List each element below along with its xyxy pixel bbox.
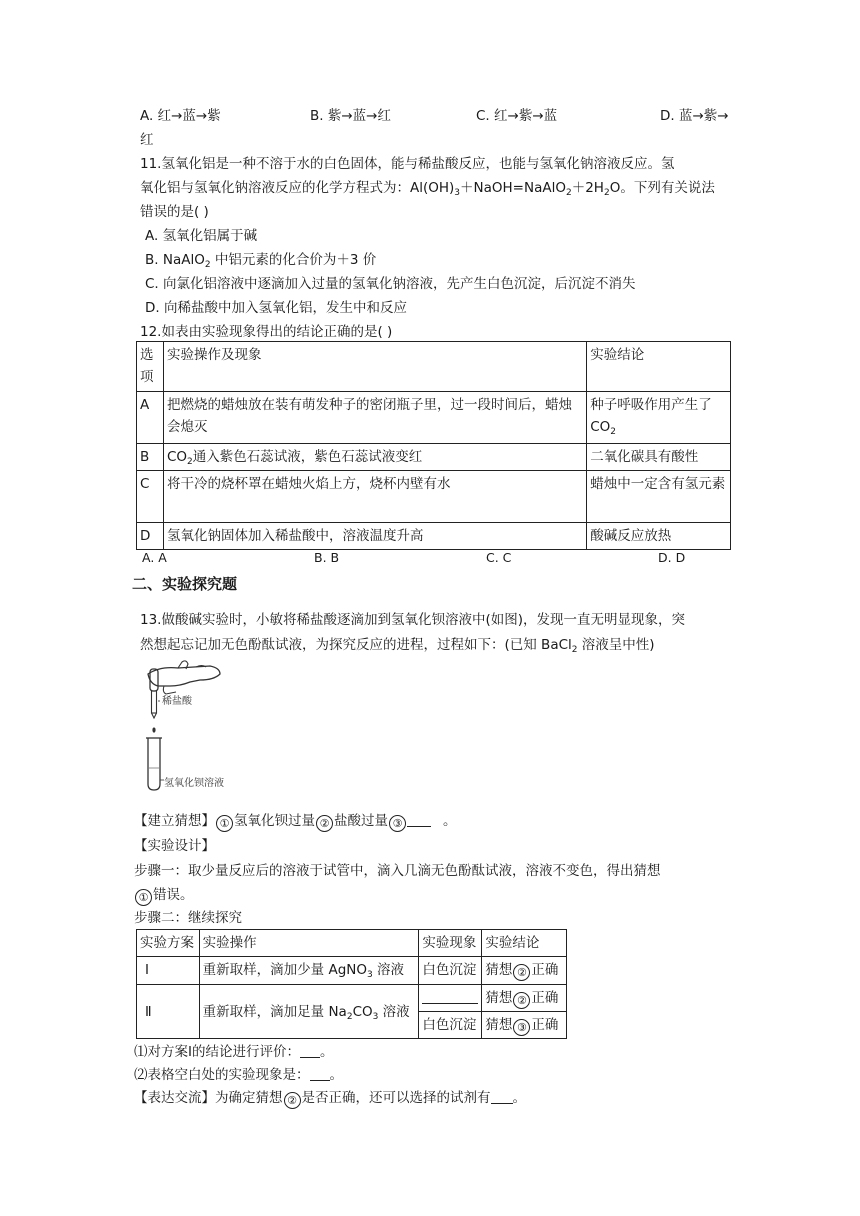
conclusion-pre: 猜想: [485, 962, 513, 978]
q12-row-d-option: D: [137, 523, 164, 550]
circled-number: [135, 889, 152, 906]
q13-line2-pre: 然想起忘记加无色酚酞试液，为探究反应的进程，过程如下：(已知 BaCl: [140, 637, 572, 653]
q11-option-b: [145, 248, 376, 268]
q12-stem: 12.如表由实验现象得出的结论正确的是( ): [140, 324, 393, 340]
step2: 步骤二：继续探究: [134, 910, 242, 926]
table-row: [137, 444, 731, 471]
q12-row-b-conclusion: 二氧化碳具有酸性: [587, 444, 731, 471]
q11-line3: 错误的是( ): [140, 204, 209, 220]
operation-2: [199, 985, 419, 1039]
q12-row-c-conclusion: 蜡烛中一定含有氢元素: [587, 471, 731, 523]
circled-number: [513, 992, 530, 1009]
q12-row-b-operation: [163, 444, 586, 471]
sub-question-1-end: 。: [319, 1044, 334, 1060]
hypothesis-end: 。: [443, 813, 457, 829]
circled-number-text: ②: [287, 1094, 297, 1107]
q11-line2-pre: 氧化铝与氢氧化钠溶液反应的化学方程式为：Al(OH): [140, 180, 455, 196]
q11-line2-mid: ＋NaOH=NaAlO: [460, 180, 566, 196]
q10-option-d-wrap: 红: [140, 132, 154, 148]
q11-option-a: A. 氢氧化铝属于碱: [145, 228, 258, 244]
q12-table-header: [137, 342, 731, 392]
q12-option-c: C. C: [486, 550, 512, 565]
step1-line1: 步骤一：取少量反应后的溶液于试管中，滴入几滴无色酚酞试液，溶液不变色，得出猜想: [134, 863, 661, 879]
q12-row-c-operation: 将干冷的烧杯罩在蜡烛火焰上方，烧杯内壁有水: [163, 471, 586, 523]
circled-number: [284, 1092, 301, 1109]
q10-option-d: D. 蓝→紫→: [660, 108, 729, 124]
q13-sub: 3: [372, 1011, 379, 1022]
operation-1: [199, 957, 419, 985]
q11-option-b-post: 中铝元素的化合价为＋3 价: [210, 252, 377, 268]
answer-blank[interactable]: [407, 812, 431, 827]
header-operation: 实验操作: [199, 930, 419, 957]
q13-sub-question-1: [134, 1040, 333, 1060]
answer-blank[interactable]: [300, 1043, 320, 1058]
phenomenon-1: 白色沉淀: [419, 957, 482, 985]
figure-label-hcl: 稀盐酸: [162, 696, 192, 707]
circled-number-text: ②: [516, 994, 527, 1007]
circled-number: [513, 964, 530, 981]
q11-line2: [140, 176, 715, 196]
header-phenomenon: 实验现象: [419, 930, 482, 957]
conclusion-2: [482, 985, 567, 1012]
table-row: [137, 523, 731, 550]
circled-number-text: ②: [319, 817, 330, 830]
q12-row-a-conclusion-pre: 种子呼吸作用产生了CO: [590, 397, 712, 435]
conclusion-1: [482, 957, 567, 985]
q12-row-d-operation: 氢氧化钠固体加入稀盐酸中，溶液温度升高: [163, 523, 586, 550]
circled-number-text: ③: [516, 1021, 527, 1034]
conclusion-post: 正确: [531, 990, 559, 1006]
q10-option-a: A. 红→蓝→紫: [140, 108, 221, 124]
q12-row-a-conclusion: [587, 392, 731, 444]
hypothesis-label: 【建立猜想】: [134, 813, 215, 829]
exchange-end: 。: [512, 1090, 526, 1106]
figure-label-baoh2: 氢氧化钡溶液: [164, 778, 224, 789]
q13-hypothesis: [134, 809, 457, 832]
circled-number-text: ①: [219, 817, 230, 830]
q12-sub: 2: [610, 427, 616, 437]
circled-number-text: ③: [392, 817, 403, 830]
q12-option-d: D. D: [658, 550, 686, 565]
q11-option-c: C. 向氯化铝溶液中逐滴加入过量的氢氧化钠溶液，先产生白色沉淀，后沉淀不消失: [145, 276, 636, 292]
q13-line2-post: 溶液呈中性): [577, 637, 655, 653]
header-plan: 实验方案: [137, 930, 200, 957]
operation-2-post: 溶液: [378, 1003, 410, 1020]
circled-number: [316, 815, 333, 832]
q13-sub: 3: [367, 970, 373, 980]
q12-row-b-operation-pre: CO: [166, 449, 188, 465]
q12-table: [136, 341, 731, 550]
table-row: [137, 471, 731, 523]
q11-sub: 3: [454, 188, 461, 198]
hypothesis-1: 氢氧化钡过量: [234, 813, 315, 829]
exchange-post: 是否正确，还可以选择的试剂有: [301, 1090, 491, 1106]
plan-1: Ⅰ: [137, 957, 200, 985]
operation-1-pre: 重新取样，滴加少量 AgNO: [202, 962, 367, 978]
circled-number: [389, 815, 406, 832]
exchange-label: 【表达交流】: [134, 1090, 215, 1106]
q13-line2: [140, 633, 655, 653]
q11-sub: 2: [565, 188, 572, 198]
conclusion-post: 正确: [531, 962, 559, 978]
q13-line1: 13.做酸碱实验时，小敏将稀盐酸逐滴加到氢氧化钡溶液中(如图)，发现一直无明显现象，突: [140, 612, 686, 628]
q13-sub-question-2: [134, 1063, 343, 1083]
q11-line2-post: O。下列有关说法: [609, 180, 715, 196]
header-conclusion: 实验结论: [482, 930, 567, 957]
q12-header-option: 选项: [137, 342, 164, 392]
section-title: 二、实验探究题: [132, 575, 238, 593]
sub-question-2-text: ⑵表格空白处的实验现象是：: [134, 1067, 310, 1083]
q12-sub: 2: [187, 457, 193, 467]
plan-2: Ⅱ: [137, 985, 200, 1039]
q11-sub: 2: [603, 188, 610, 198]
q11-option-b-pre: B. NaAlO: [145, 252, 205, 268]
q12-row-d-conclusion: 酸碱反应放热: [587, 523, 731, 550]
operation-2-pre: 重新取样，滴加足量 Na: [202, 1003, 347, 1020]
answer-blank[interactable]: [310, 1066, 330, 1081]
q12-row-c-option: C: [137, 471, 164, 523]
q11-line1: 11.氢氧化铝是一种不溶于水的白色固体，能与稀盐酸反应，也能与氢氧化钠溶液反应。氢: [140, 156, 675, 172]
q10-option-c: C. 红→紫→蓝: [476, 108, 558, 124]
q13-sub: 2: [346, 1011, 353, 1022]
operation-2-mid: CO: [352, 1003, 373, 1020]
phenomenon-blank[interactable]: [419, 985, 482, 1012]
q11-line2-mid2: ＋2H: [571, 180, 604, 196]
conclusion-pre: 猜想: [485, 1017, 513, 1033]
q12-row-a-operation: 把燃烧的蜡烛放在装有萌发种子的密闭瓶子里，过一段时间后，蜡烛会熄灭: [163, 392, 586, 444]
conclusion-post: 正确: [531, 1017, 559, 1033]
q13-table-header: [137, 930, 567, 957]
design-label: 【实验设计】: [134, 838, 215, 854]
step1-text: 错误。: [153, 887, 194, 903]
q13-exchange: [134, 1086, 526, 1109]
q10-option-b: B. 紫→蓝→红: [310, 108, 391, 124]
circled-number-text: ②: [516, 966, 527, 979]
hypothesis-2: 盐酸过量: [334, 813, 388, 829]
q13-sub: 2: [571, 645, 578, 655]
phenomenon-3: 白色沉淀: [419, 1012, 482, 1039]
step1-line2: [134, 883, 194, 906]
sub-question-1-text: ⑴对方案Ⅰ的结论进行评价：: [134, 1044, 300, 1060]
q12-row-b-option: B: [137, 444, 164, 471]
table-row: [137, 957, 567, 985]
q13-table: [136, 929, 567, 1039]
conclusion-3: [482, 1012, 567, 1039]
q12-header-operation: 实验操作及现象: [163, 342, 586, 392]
conclusion-pre: 猜想: [485, 990, 513, 1006]
experiment-figure: [140, 660, 250, 792]
circled-number-text: ①: [138, 891, 149, 904]
answer-blank[interactable]: [422, 999, 478, 1004]
q12-header-conclusion: 实验结论: [587, 342, 731, 392]
circled-number: [513, 1019, 530, 1036]
q11-sub: 2: [204, 260, 211, 270]
hand-dropper-icon: [140, 660, 250, 792]
q12-row-a-option: A: [137, 392, 164, 444]
q12-option-b: B. B: [314, 550, 340, 565]
table-row: [137, 392, 731, 444]
circled-number: [216, 815, 233, 832]
q11-option-d: D. 向稀盐酸中加入氢氧化铝，发生中和反应: [145, 300, 407, 316]
table-row: [137, 985, 567, 1012]
q12-option-a: A. A: [142, 550, 167, 565]
exchange-pre: 为确定猜想: [215, 1090, 283, 1106]
answer-blank[interactable]: [491, 1089, 513, 1104]
operation-1-post: 溶液: [372, 962, 405, 978]
q12-row-b-operation-post: 通入紫色石蕊试液，紫色石蕊试液变红: [192, 449, 423, 465]
sub-question-2-end: 。: [329, 1067, 343, 1083]
